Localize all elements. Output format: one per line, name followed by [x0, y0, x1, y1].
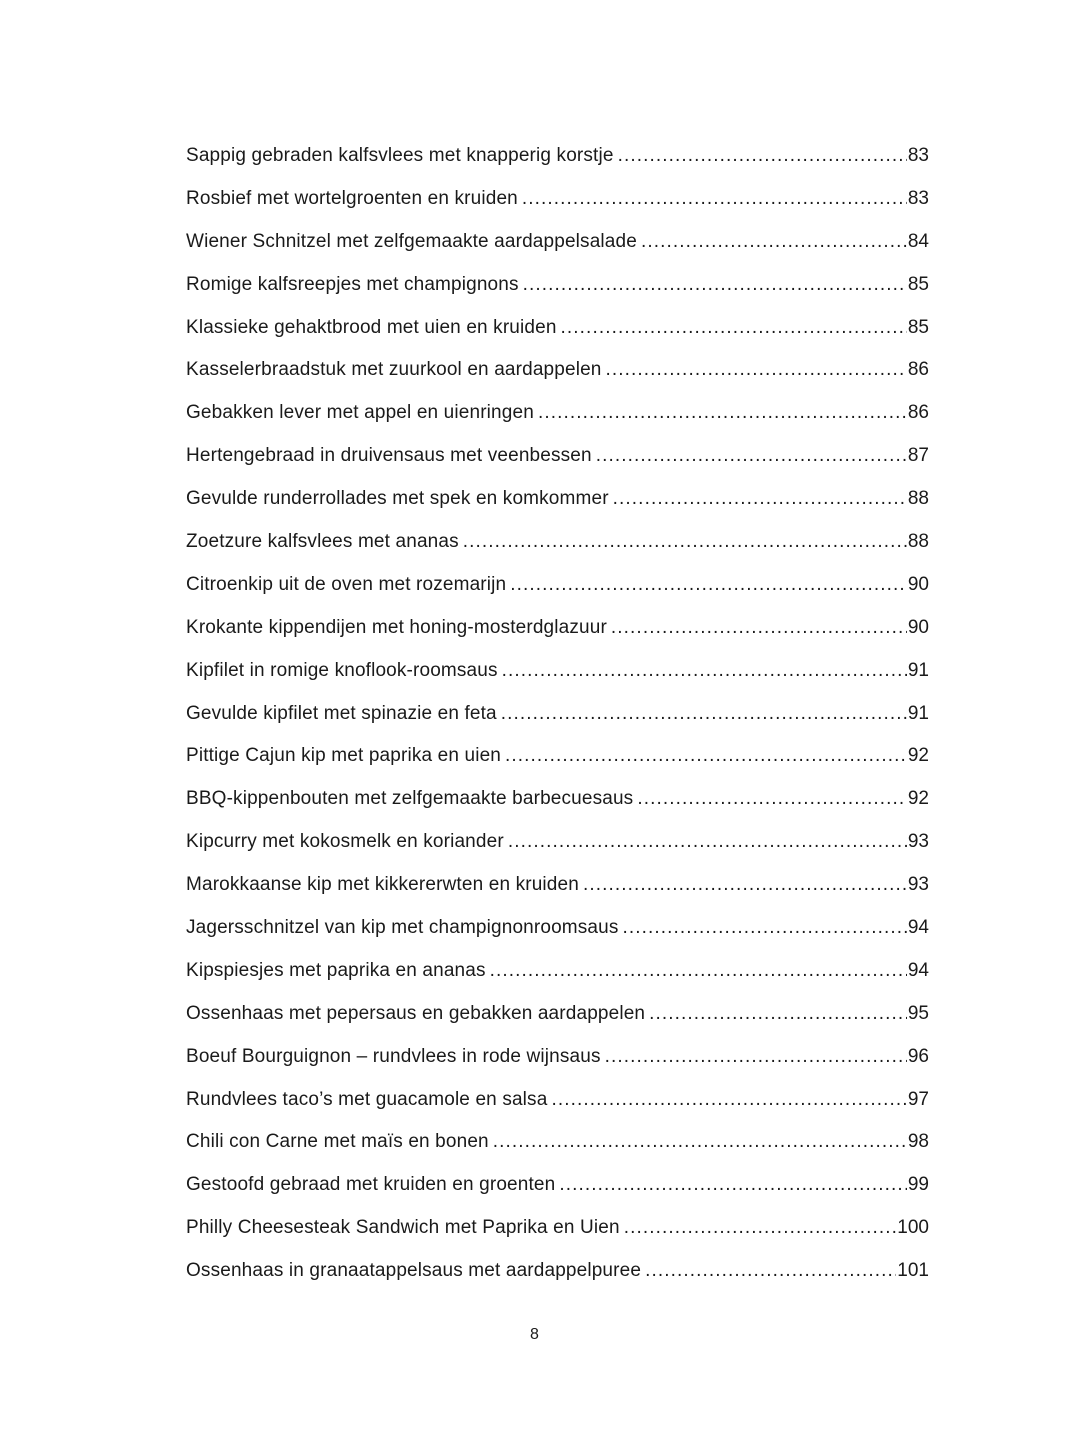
toc-dot-leader — [510, 564, 907, 607]
toc-entry[interactable] — [186, 821, 929, 864]
toc-dot-leader — [583, 864, 907, 907]
toc-entry[interactable] — [186, 478, 929, 521]
toc-entry[interactable] — [186, 693, 929, 736]
toc-entry-page: 94 — [907, 959, 929, 981]
toc-dot-leader — [649, 993, 907, 1036]
page-number: 8 — [530, 1326, 539, 1343]
toc-entry[interactable] — [186, 135, 929, 178]
toc-entry-title: Gestoofd gebraad met kruiden en groenten — [186, 1174, 556, 1196]
toc-entry[interactable] — [186, 993, 929, 1036]
toc-entry-page: 100 — [897, 1217, 929, 1239]
toc-entry-page: 92 — [907, 788, 929, 810]
toc-entry[interactable] — [186, 1079, 929, 1122]
toc-entry-page: 99 — [907, 1174, 929, 1196]
toc-entry-title: Gevulde kipfilet met spinazie en feta — [186, 702, 497, 724]
toc-entry-title: Hertengebraad in druivensaus met veenbessen — [186, 445, 592, 467]
toc-entry-title: BBQ-kippenbouten met zelfgemaakte barbecuesaus — [186, 788, 634, 810]
toc-entry-page: 92 — [907, 745, 929, 767]
toc-dot-leader — [613, 478, 907, 521]
toc-entry-title: Kipcurry met kokosmelk en koriander — [186, 831, 504, 853]
toc-entry-page: 93 — [907, 831, 929, 853]
toc-dot-leader — [641, 221, 907, 264]
toc-entry-title: Gebakken lever met appel en uienringen — [186, 402, 534, 424]
toc-dot-leader — [596, 435, 907, 478]
toc-entry[interactable] — [186, 564, 929, 607]
toc-entry[interactable] — [186, 307, 929, 350]
toc-entry-title: Philly Cheesesteak Sandwich met Paprika en Uien — [186, 1217, 620, 1239]
toc-dot-leader — [623, 907, 907, 950]
toc-entry-title: Kasselerbraadstuk met zuurkool en aardappelen — [186, 359, 602, 381]
toc-dot-leader — [637, 778, 907, 821]
toc-dot-leader — [522, 178, 907, 221]
toc-entry[interactable] — [186, 1164, 929, 1207]
toc-entry-page: 93 — [907, 874, 929, 896]
toc-entry-page: 95 — [907, 1002, 929, 1024]
toc-entry-page: 88 — [907, 488, 929, 510]
toc-entry-title: Jagersschnitzel van kip met champignonroomsaus — [186, 917, 619, 939]
toc-entry-page: 94 — [907, 917, 929, 939]
toc-entry[interactable] — [186, 178, 929, 221]
toc-entry[interactable] — [186, 950, 929, 993]
toc-entry-page: 87 — [907, 445, 929, 467]
toc-entry[interactable] — [186, 907, 929, 950]
toc-dot-leader — [501, 693, 907, 736]
toc-entry-title: Romige kalfsreepjes met champignons — [186, 273, 519, 295]
toc-entry[interactable] — [186, 435, 929, 478]
toc-entry[interactable] — [186, 221, 929, 264]
toc-entry-title: Sappig gebraden kalfsvlees met knapperig korstje — [186, 145, 614, 166]
toc-dot-leader — [559, 1164, 907, 1207]
toc-entry-title: Wiener Schnitzel met zelfgemaakte aardappelsalade — [186, 230, 637, 252]
toc-dot-leader — [523, 264, 907, 307]
toc-entry-page: 86 — [907, 402, 929, 424]
toc-dot-leader — [624, 1207, 897, 1250]
toc-entry[interactable] — [186, 735, 929, 778]
toc-entry-page: 96 — [907, 1045, 929, 1067]
toc-entry-page: 85 — [907, 273, 929, 295]
toc-entry-page: 90 — [907, 616, 929, 638]
toc-entry-page: 101 — [897, 1260, 929, 1282]
toc-entry[interactable] — [186, 1121, 929, 1164]
toc-entry-page: 86 — [907, 359, 929, 381]
toc-dot-leader — [538, 392, 907, 435]
toc-dot-leader — [611, 607, 907, 650]
toc-entry-page: 90 — [907, 573, 929, 595]
toc-entry[interactable] — [186, 392, 929, 435]
toc-entry-title: Kipspiesjes met paprika en ananas — [186, 959, 486, 981]
toc-entry-title: Klassieke gehaktbrood met uien en kruiden — [186, 316, 557, 338]
toc-entry-title: Marokkaanse kip met kikkererwten en kruiden — [186, 874, 579, 896]
toc-entry-title: Gevulde runderrollades met spek en komkommer — [186, 488, 609, 510]
toc-entry-page: 91 — [907, 659, 929, 681]
toc-dot-leader — [493, 1121, 907, 1164]
toc-entry[interactable] — [186, 521, 929, 564]
toc-entry-title: Ossenhaas met pepersaus en gebakken aardappelen — [186, 1002, 646, 1024]
toc-entry-page: 83 — [907, 145, 929, 166]
toc-entry-title: Citroenkip uit de oven met rozemarijn — [186, 573, 507, 595]
toc-entry[interactable] — [186, 1207, 929, 1250]
toc-entry-page: 98 — [907, 1131, 929, 1153]
toc-entry[interactable] — [186, 349, 929, 392]
toc-dot-leader — [551, 1079, 906, 1122]
toc-dot-leader — [508, 821, 907, 864]
toc-entry-title: Krokante kippendijen met honing-mosterdglazuur — [186, 616, 607, 638]
toc-entry[interactable] — [186, 650, 929, 693]
toc-dot-leader — [505, 735, 907, 778]
toc-dot-leader — [561, 307, 907, 350]
toc-entry-page: 85 — [907, 316, 929, 338]
toc-entry-title: Rosbief met wortelgroenten en kruiden — [186, 187, 518, 209]
toc-entry-title: Chili con Carne met maïs en bonen — [186, 1131, 489, 1153]
toc-entry-title: Kipfilet in romige knoflook-roomsaus — [186, 659, 498, 681]
toc-entry-page: 91 — [907, 702, 929, 724]
toc-entry-title: Pittige Cajun kip met paprika en uien — [186, 745, 502, 767]
toc-entry-page: 88 — [907, 531, 929, 553]
toc-dot-leader — [645, 1250, 896, 1293]
toc-entry-title: Rundvlees taco’s met guacamole en salsa — [186, 1088, 548, 1110]
toc-entry-title: Ossenhaas in granaatappelsaus met aardappelpuree — [186, 1260, 642, 1282]
toc-entry-title: Zoetzure kalfsvlees met ananas — [186, 531, 459, 553]
table-of-contents — [186, 135, 929, 1293]
toc-entry[interactable] — [186, 1036, 929, 1079]
toc-entry-page: 97 — [907, 1088, 929, 1110]
toc-entry[interactable] — [186, 864, 929, 907]
toc-entry-page: 84 — [907, 230, 929, 252]
toc-entry[interactable] — [186, 607, 929, 650]
toc-dot-leader — [606, 349, 907, 392]
toc-entry[interactable] — [186, 264, 929, 307]
toc-entry[interactable] — [186, 1250, 929, 1293]
toc-dot-leader — [618, 135, 907, 178]
toc-entry-title: Boeuf Bourguignon – rundvlees in rode wijnsaus — [186, 1045, 601, 1067]
toc-dot-leader — [490, 950, 907, 993]
toc-dot-leader — [463, 521, 907, 564]
toc-dot-leader — [605, 1036, 907, 1079]
toc-entry-page: 83 — [907, 187, 929, 209]
toc-entry[interactable] — [186, 778, 929, 821]
toc-dot-leader — [502, 650, 907, 693]
